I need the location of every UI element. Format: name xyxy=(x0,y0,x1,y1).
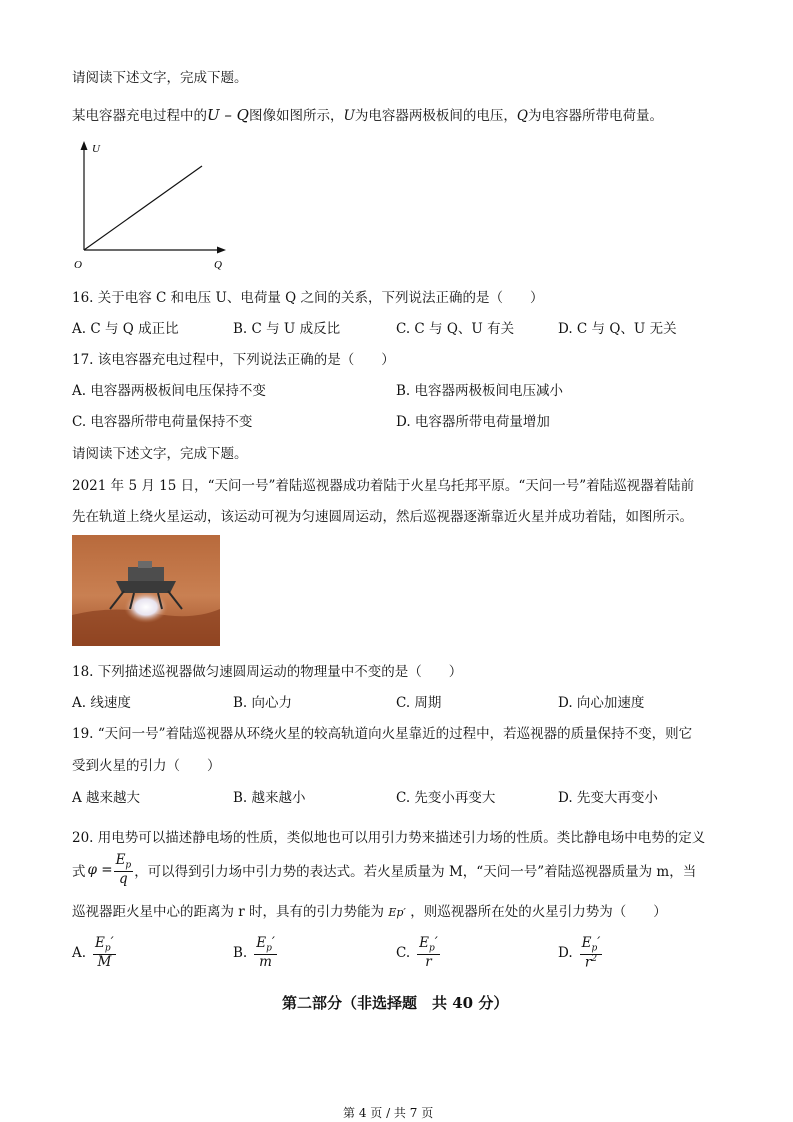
q20-stem-line-1: 20. 用电势可以描述静电场的性质，类似地也可以用引力势来描述引力场的性质。类比静电场中电势的定义 xyxy=(72,830,706,846)
section-title: 第二部分（非选择题 共 40 分） xyxy=(282,994,509,1012)
q17-stem: 17. 该电容器充电过程中，下列说法正确的是（ ） xyxy=(72,352,395,368)
desc-uq: U – Q xyxy=(207,106,249,124)
ep-prime-symbol: Ep′ xyxy=(388,906,406,919)
q19-option-c[interactable]: C. 先变小再变大 xyxy=(396,790,496,806)
q18-option-c[interactable]: C. 周期 xyxy=(396,695,442,711)
q18-option-b[interactable]: B. 向心力 xyxy=(233,695,293,711)
q19-stem-line-1: 19. “天问一号”着陆巡视器从环绕火星的较高轨道向火星靠近的过程中，若巡视器的质量保持不变，则它 xyxy=(72,726,693,742)
q16-option-d[interactable]: D. C 与 Q、U 无关 xyxy=(558,321,677,337)
mars-paragraph-line-2: 先在轨道上绕火星运动，该运动可视为匀速圆周运动，然后巡视器逐渐靠近火星并成功着陆，如图所示。 xyxy=(72,509,693,525)
origin-label: O xyxy=(74,259,82,271)
x-axis-label: Q xyxy=(214,259,222,271)
q17-option-a[interactable]: A. 电容器两极板间电压保持不变 xyxy=(72,383,266,399)
desc-mid2: 为电容器两极板间的电压， xyxy=(354,108,517,124)
potential-denominator: q xyxy=(119,871,128,888)
uq-line xyxy=(84,166,202,250)
q19-option-b[interactable]: B. 越来越小 xyxy=(233,790,306,806)
q20-option-a[interactable]: A. $\frac{E_p'}{M}$ xyxy=(72,935,114,971)
x-axis-arrow xyxy=(217,247,226,254)
q16-option-a[interactable]: A. C 与 Q 成正比 xyxy=(72,321,179,337)
lander-mast xyxy=(138,561,152,568)
q17-option-d[interactable]: D. 电容器所带电荷量增加 xyxy=(396,414,550,430)
q20-option-b[interactable]: B. $\frac{E_p'}{m}$ xyxy=(233,935,275,971)
q17-option-b[interactable]: B. 电容器两极板间电压减小 xyxy=(396,383,564,399)
page-footer: 第 4 页 / 共 7 页 xyxy=(343,1106,434,1120)
desc-pre: 某电容器充电过程中的 xyxy=(72,108,207,124)
lander-top xyxy=(128,567,164,581)
q19-option-d[interactable]: D. 先变大再变小 xyxy=(558,790,658,806)
q20-l3-pre: 巡视器距火星中心的距离为 r 时，具有的引力势能为 xyxy=(72,904,385,920)
capacitor-description xyxy=(72,104,663,124)
desc-post: 为电容器所带电荷量。 xyxy=(527,108,663,124)
q20-stem-line-3 xyxy=(72,900,667,920)
potential-fraction xyxy=(114,853,134,886)
phi-symbol: φ = xyxy=(87,861,113,878)
y-axis-arrow xyxy=(81,141,88,150)
q16-option-c[interactable]: C. C 与 Q、U 有关 xyxy=(396,321,515,337)
q17-option-c[interactable]: C. 电容器所带电荷量保持不变 xyxy=(72,414,253,430)
lander-body xyxy=(116,581,176,593)
q20-option-d[interactable]: D. $\frac{E_p'}{r^2}$ xyxy=(558,935,601,971)
q18-option-d[interactable]: D. 向心加速度 xyxy=(558,695,645,711)
q18-stem: 18. 下列描述巡视器做匀速圆周运动的物理量中不变的是（ ） xyxy=(72,664,463,680)
q18-option-a[interactable]: A. 线速度 xyxy=(72,695,131,711)
q20-l3-post: ，则巡视器所在处的火星引力势为（ ） xyxy=(410,904,667,920)
uq-graph xyxy=(70,138,240,273)
q19-option-a[interactable]: A 越来越大 xyxy=(72,790,141,806)
mars-lander-image xyxy=(72,535,220,646)
q16-stem: 16. 关于电容 C 和电压 U、电荷量 Q 之间的关系，下列说法正确的是（ ） xyxy=(72,290,544,306)
q20-l2-post: ，可以得到引力场中引力势的表达式。若火星质量为 M，“天问一号”着陆巡视器质量为 m，当 xyxy=(134,863,697,880)
desc-q: Q xyxy=(516,108,528,124)
q19-stem-line-2: 受到火星的引力（ ） xyxy=(72,758,221,774)
q20-stem-line-2 xyxy=(72,853,696,886)
desc-mid: 图像如图所示， xyxy=(248,108,344,124)
q20-l2-pre: 式 xyxy=(72,863,86,880)
intro-text-2: 请阅读下述文字，完成下题。 xyxy=(72,446,248,462)
potential-numerator: $E_p$ xyxy=(115,852,132,871)
q20-option-c[interactable]: C. $\frac{E_p'}{r}$ xyxy=(396,935,438,971)
intro-text-1: 请阅读下述文字，完成下题。 xyxy=(72,70,248,86)
desc-u: U xyxy=(343,108,355,124)
mars-paragraph-line-1: 2021 年 5 月 15 日，“天问一号”着陆巡视器成功着陆于火星乌托邦平原。“天问一号”着陆巡视器着陆前 xyxy=(72,478,695,494)
y-axis-label: U xyxy=(92,143,100,155)
q16-option-b[interactable]: B. C 与 U 成反比 xyxy=(233,321,341,337)
